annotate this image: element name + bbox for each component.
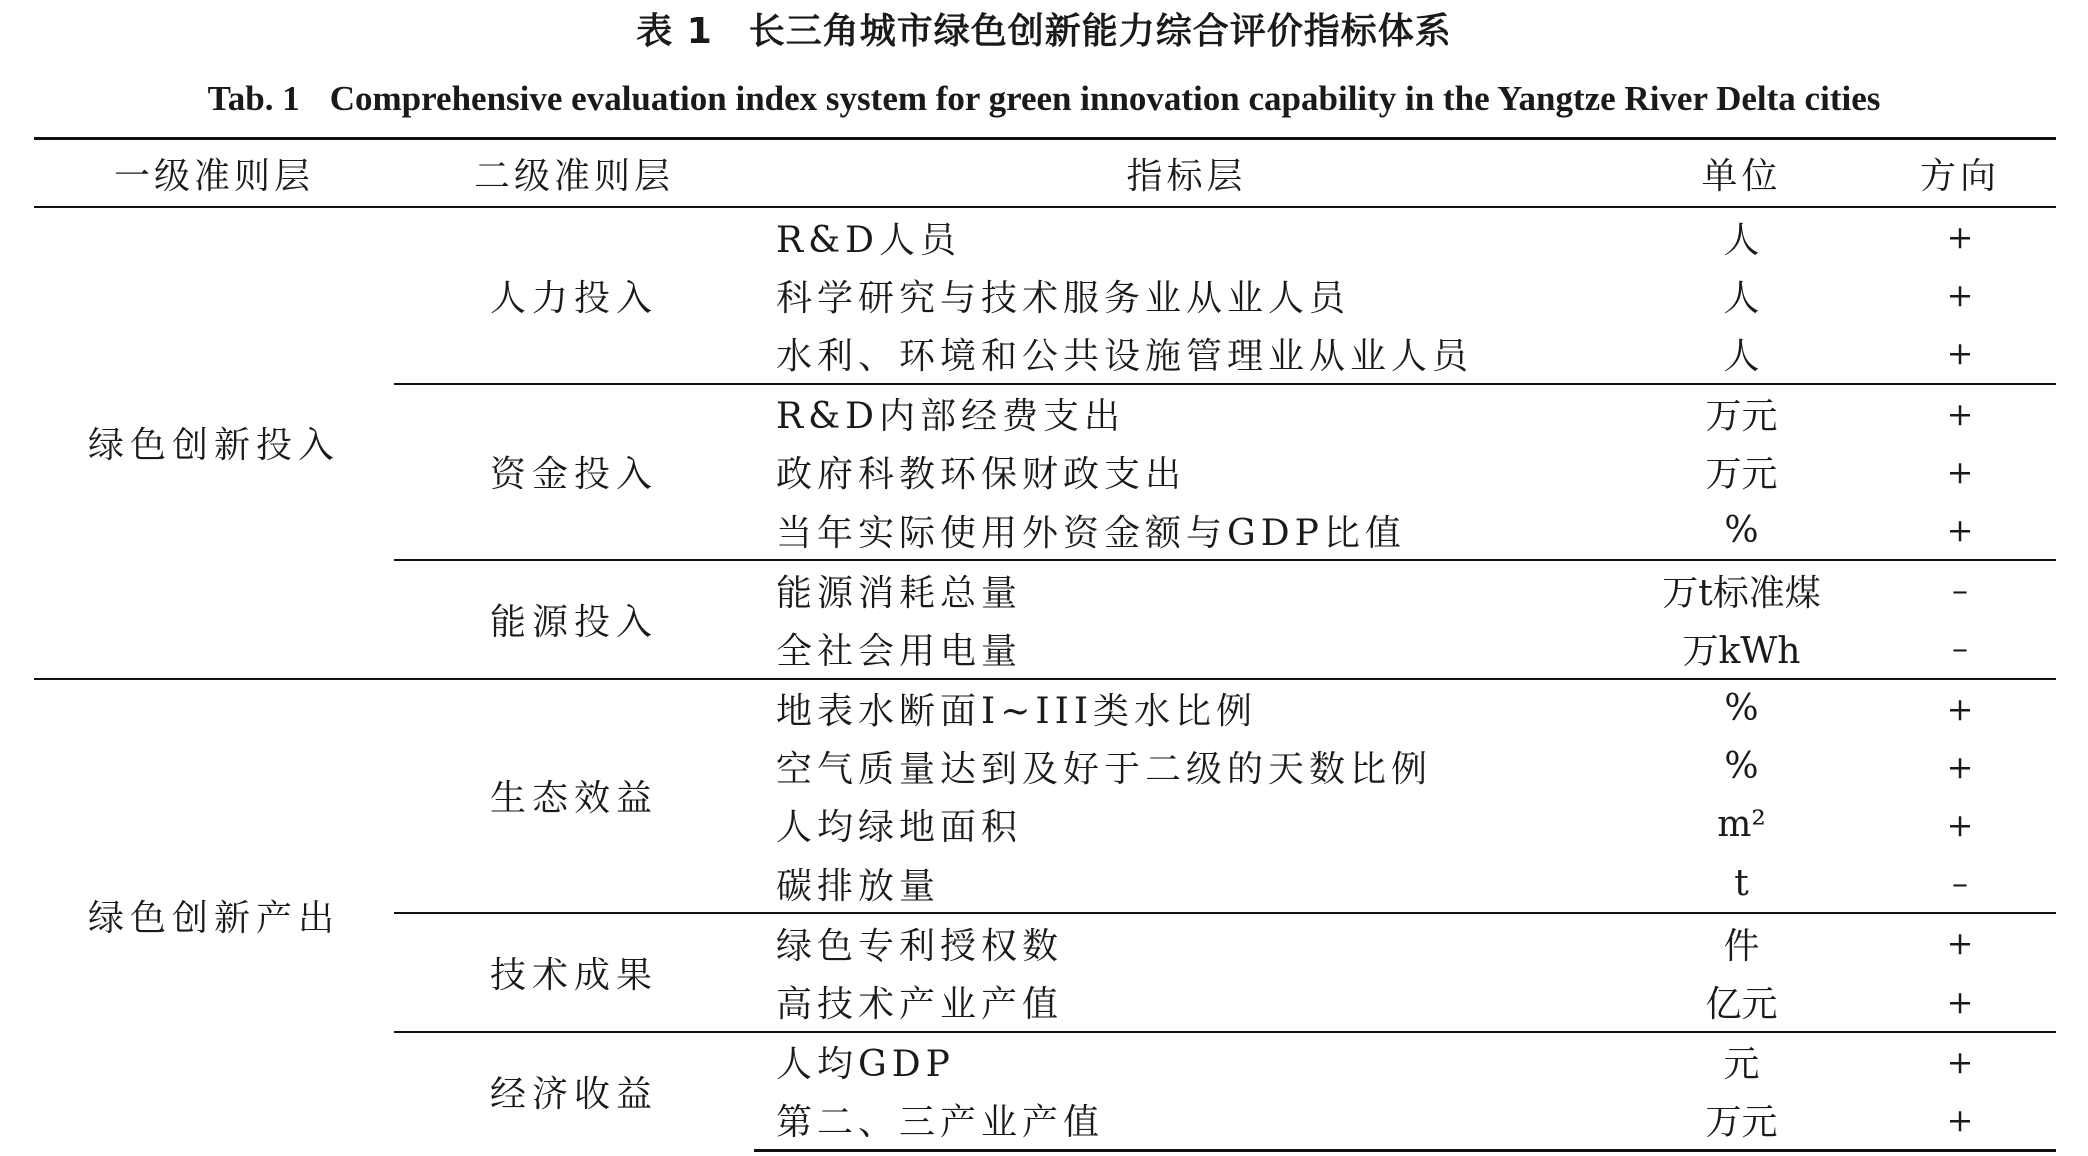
- indicator-cell: 当年实际使用外资金额与GDP比值: [776, 512, 1406, 554]
- direction-cell: +: [1946, 982, 1974, 1021]
- indicator-cell: R&D人员: [776, 219, 962, 261]
- unit-cell: 元: [1619, 1032, 1864, 1091]
- unit-cell: 人: [1723, 277, 1760, 319]
- unit-cell: %: [1724, 746, 1759, 788]
- table-body: [34, 207, 2056, 1151]
- direction-cell: +: [1946, 511, 1974, 550]
- unit-cell: 万元: [1705, 454, 1778, 496]
- unit-cell: 人: [1723, 219, 1760, 261]
- direction-cell: –: [1864, 560, 2056, 619]
- level2-criterion: 资金投入: [394, 384, 754, 561]
- direction-cell: –: [1952, 629, 1968, 668]
- unit-cell: 件: [1619, 913, 1864, 972]
- indicator-cell: 地表水断面I~III类水比例: [754, 679, 1619, 738]
- unit-cell: 人: [1723, 335, 1760, 377]
- level1-criterion: 绿色创新投入: [87, 425, 340, 467]
- table-title-cn: [0, 4, 2088, 60]
- unit-cell: m²: [1717, 804, 1766, 846]
- table-number-cn: 表 1: [636, 11, 713, 52]
- indicator-cell: 空气质量达到及好于二级的天数比例: [776, 749, 1433, 791]
- direction-cell: –: [1952, 864, 1968, 903]
- direction-cell: +: [1864, 679, 2056, 738]
- indicator-cell: 政府科教环保财政支出: [776, 454, 1187, 496]
- indicator-cell: 全社会用电量: [776, 630, 1023, 672]
- header-level1: 一级准则层: [34, 139, 394, 208]
- header-unit: 单位: [1619, 139, 1864, 208]
- unit-cell: %: [1724, 509, 1759, 551]
- level2-criterion: 经济收益: [394, 1032, 754, 1151]
- evaluation-index-table: [34, 137, 2056, 1152]
- indicator-cell: 绿色专利授权数: [754, 913, 1619, 972]
- table-number-en: Tab. 1: [207, 79, 300, 118]
- header-level2: 二级准则层: [394, 139, 754, 208]
- indicator-cell: 人均GDP: [754, 1032, 1619, 1091]
- unit-cell: 亿元: [1705, 984, 1778, 1026]
- direction-cell: +: [1946, 452, 1974, 491]
- level2-criterion: 能源投入: [394, 560, 754, 678]
- direction-cell: +: [1864, 913, 2056, 972]
- indicator-cell: 高技术产业产值: [776, 984, 1064, 1026]
- direction-cell: +: [1864, 384, 2056, 443]
- indicator-cell: 科学研究与技术服务业从业人员: [776, 277, 1351, 319]
- unit-cell: 万kWh: [1682, 630, 1801, 672]
- direction-cell: +: [1946, 805, 1974, 844]
- level1-criterion: 绿色创新产出: [34, 679, 394, 1151]
- direction-cell: +: [1946, 747, 1974, 786]
- unit-cell: 万元: [1619, 1091, 1864, 1151]
- indicator-cell: R&D内部经费支出: [754, 384, 1619, 443]
- direction-cell: +: [1946, 334, 1974, 373]
- indicator-cell: 能源消耗总量: [754, 560, 1619, 619]
- unit-cell: %: [1619, 679, 1864, 738]
- header-indicator: 指标层: [754, 139, 1619, 208]
- table-caption-en: Comprehensive evaluation index system for green innovation capability in the Yangtze River Delta cities: [329, 79, 1881, 118]
- direction-cell: +: [1864, 1032, 2056, 1091]
- level2-criterion: 技术成果: [394, 913, 754, 1031]
- level2-criterion: 人力投入: [489, 277, 658, 319]
- level2-criterion: 生态效益: [394, 679, 754, 914]
- direction-cell: +: [1864, 1091, 2056, 1151]
- unit-cell: 万t标准煤: [1619, 560, 1864, 619]
- direction-cell: +: [1946, 218, 1974, 257]
- header-direction: 方向: [1864, 139, 2056, 208]
- table-title-en: [0, 74, 2088, 124]
- indicator-cell: 水利、环境和公共设施管理业从业人员: [776, 335, 1474, 377]
- direction-cell: +: [1946, 276, 1974, 315]
- table-row: [34, 679, 2056, 738]
- unit-cell: 万元: [1619, 384, 1864, 443]
- table-row: [34, 207, 2056, 266]
- indicator-cell: 第二、三产业产值: [754, 1091, 1619, 1151]
- table-caption-cn: 长三角城市绿色创新能力综合评价指标体系: [748, 11, 1452, 52]
- indicator-cell: 碳排放量: [776, 865, 941, 907]
- indicator-cell: 人均绿地面积: [776, 807, 1023, 849]
- unit-cell: t: [1734, 862, 1749, 904]
- header-row: [34, 139, 2056, 208]
